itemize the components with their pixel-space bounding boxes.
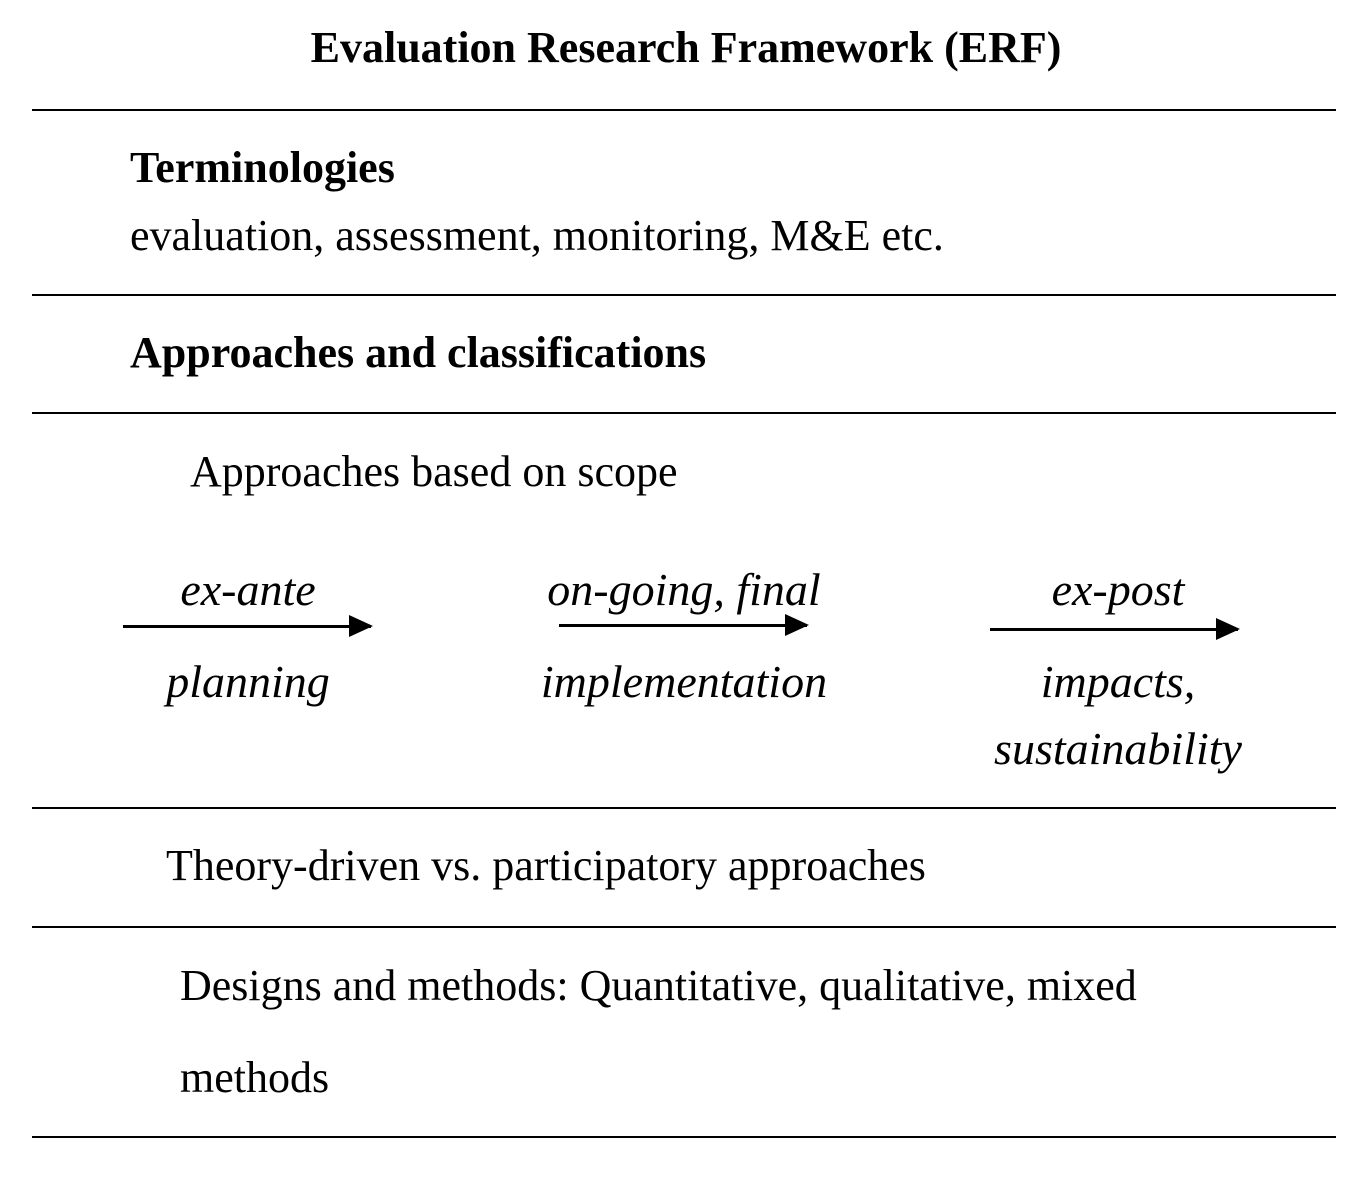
stage-planning-label: planning [166, 656, 330, 707]
arrow-right-icon [559, 624, 807, 627]
theory-text: Theory-driven vs. participatory approaches [166, 841, 926, 890]
designs-text-line1: Designs and methods: Quantitative, qualitative, mixed [180, 961, 1137, 1010]
divider [32, 807, 1336, 809]
divider [32, 412, 1336, 414]
arrow-right-icon [990, 628, 1238, 631]
designs-text-line2: methods [180, 1053, 330, 1102]
stage-ongoing-final-label: on-going, final [547, 564, 821, 615]
arrow-right-icon [123, 625, 371, 628]
page-title: Evaluation Research Framework (ERF) [310, 23, 1062, 72]
stage-implementation-label: implementation [540, 656, 828, 707]
stage-impacts-label: impacts, [1040, 656, 1196, 707]
stage-ex-ante-label: ex-ante [180, 564, 316, 615]
scope-heading: Approaches based on scope [190, 447, 678, 496]
approaches-heading: Approaches and classifications [130, 328, 707, 377]
divider [32, 294, 1336, 296]
divider [32, 1136, 1336, 1138]
terminologies-text: evaluation, assessment, monitoring, M&E etc. [130, 211, 944, 260]
terminologies-heading: Terminologies [130, 143, 395, 192]
divider [32, 109, 1336, 111]
divider [32, 926, 1336, 928]
stage-sustainability-label: sustainability [994, 723, 1242, 774]
stage-ex-post-label: ex-post [1051, 564, 1185, 615]
